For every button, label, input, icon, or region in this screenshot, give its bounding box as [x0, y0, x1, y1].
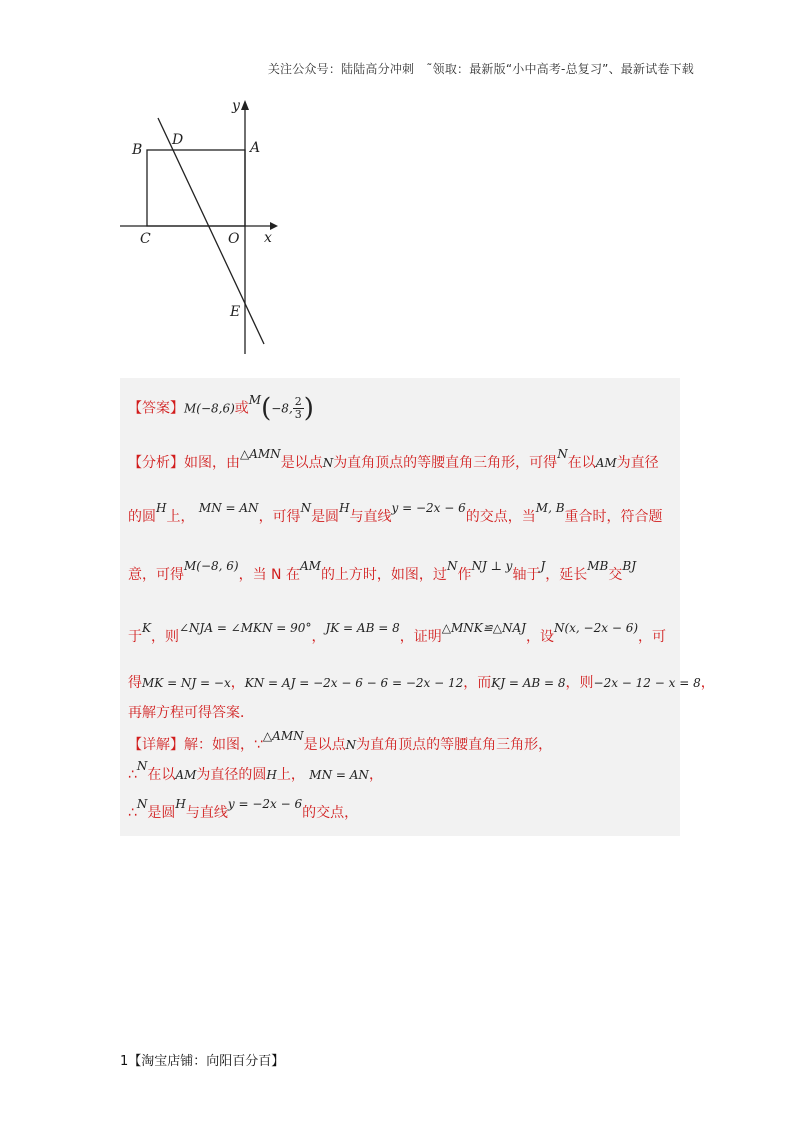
text: ∴ — [128, 805, 137, 821]
solution-panel — [120, 378, 715, 836]
text: 为直径 — [616, 455, 659, 471]
math: AM — [299, 559, 321, 573]
math: MB — [587, 559, 609, 573]
text: 的交点， — [302, 805, 359, 821]
y-axis-arrow — [241, 100, 249, 110]
answer-label: 【答案】 — [128, 400, 184, 417]
math: MN = AN — [198, 501, 259, 515]
math: BJ — [622, 559, 637, 573]
text: 为直径的圆 — [196, 767, 267, 783]
detail-line-1 — [128, 729, 672, 756]
text: ，可 — [638, 629, 667, 645]
answer-m1: M(−8,6) — [184, 401, 235, 416]
text: 的圆 — [128, 509, 156, 525]
detail-label: 【详解】 — [128, 737, 184, 753]
text: ， — [311, 629, 326, 645]
math: y = −2x − 6 — [227, 797, 303, 811]
answer-or: 或 — [234, 400, 249, 417]
x-axis-arrow — [270, 222, 278, 230]
math: MN = AN — [309, 768, 369, 782]
coordinate-diagram — [120, 96, 290, 366]
math: N — [345, 738, 357, 752]
text: ，而 — [463, 675, 492, 691]
math: N — [136, 797, 148, 811]
analysis-line-6 — [128, 702, 672, 724]
answer-m2-lparen: ( — [261, 393, 272, 424]
text: 于 — [128, 629, 142, 645]
text: 上， — [276, 767, 305, 783]
text: 是以点 — [280, 455, 323, 471]
math: −2x − 12 − x = 8 — [593, 676, 701, 690]
analysis-line-1 — [128, 447, 672, 474]
math: △MNK≌△NAJ — [441, 621, 526, 635]
text: 在以 — [147, 767, 176, 783]
text: 作 — [457, 567, 472, 583]
analysis-line-3 — [128, 559, 672, 586]
text: 如图，由 — [184, 455, 240, 471]
text: 与直线 — [349, 509, 392, 525]
answer-m2-prefix: M — [248, 392, 262, 407]
detail-line-3 — [128, 797, 672, 824]
label-c: C — [140, 231, 151, 247]
answer-line — [128, 392, 672, 424]
text: 是圆 — [311, 509, 340, 525]
answer-m2-fraction — [293, 396, 304, 421]
math: H — [175, 797, 186, 811]
analysis-line-4 — [128, 621, 672, 648]
math: N — [322, 456, 334, 470]
text: ， — [230, 675, 245, 691]
text: 上， — [166, 509, 195, 525]
math: △AMN — [240, 447, 281, 461]
math: K — [142, 621, 151, 635]
analysis-line-2 — [128, 501, 672, 528]
math: J — [540, 559, 546, 573]
math: y = −2x − 6 — [391, 501, 466, 515]
text: 的上方时，如图，过 — [320, 567, 447, 583]
text: ， — [368, 767, 383, 783]
label-d: D — [172, 132, 184, 148]
text: ∴ — [128, 767, 137, 783]
math: KN = AJ = −2x − 6 − 6 = −2x − 12 — [244, 676, 464, 690]
math: MK = NJ = −x — [142, 676, 231, 690]
answer-m2-rparen: ) — [303, 393, 314, 424]
math: N(x, −2x − 6) — [553, 621, 639, 635]
math: AM — [595, 456, 617, 470]
text: ，可得 — [258, 509, 301, 525]
text: ，延长 — [545, 567, 588, 583]
text: 得 — [128, 675, 142, 691]
text: ，则 — [565, 675, 594, 691]
rectangle-abco — [147, 150, 245, 226]
detail-line-2 — [128, 759, 672, 786]
math: N — [300, 501, 312, 515]
math: △AMN — [262, 729, 304, 743]
math: N — [557, 447, 568, 461]
text: ，证明 — [399, 629, 442, 645]
line-de — [158, 118, 264, 344]
math: H — [266, 768, 277, 782]
text: 为直角顶点的等腰直角三角形，可得 — [333, 455, 558, 471]
text: 为直角顶点的等腰直角三角形， — [356, 737, 553, 753]
math: H — [156, 501, 167, 515]
answer-m2-inner: −8, — [271, 401, 293, 416]
text: ，当 N 在 — [238, 567, 300, 583]
page-footer: 1【淘宝店铺：向阳百分百】 — [120, 1054, 285, 1069]
text: 意，可得 — [128, 567, 184, 583]
text: 是圆 — [147, 805, 176, 821]
page-header: 关注公众号：陆陆高分冲刺 ˜领取：最新版“小中高考-总复习”、最新试卷下载 — [267, 62, 694, 76]
math: M, B — [535, 501, 565, 515]
math: H — [339, 501, 350, 515]
label-a: A — [250, 140, 261, 156]
label-y: y — [232, 98, 240, 114]
text: 再解方程可得答案． — [128, 705, 254, 721]
math: N — [136, 759, 148, 773]
text: ，则 — [150, 629, 179, 645]
fraction-numerator: 2 — [294, 395, 302, 408]
text: 的交点，当 — [465, 509, 536, 525]
label-x: x — [264, 230, 272, 246]
analysis-line-5 — [128, 672, 715, 694]
text: 轴于 — [512, 567, 541, 583]
geometry-figure — [120, 96, 290, 366]
text: 重合时，符合题 — [564, 509, 663, 525]
text: 交 — [608, 567, 623, 583]
label-o: O — [228, 231, 240, 247]
label-b: B — [132, 142, 143, 158]
math: NJ ⊥ y — [471, 559, 513, 573]
analysis-label: 【分析】 — [128, 455, 184, 471]
text: 与直线 — [185, 805, 228, 821]
label-e: E — [230, 304, 241, 320]
math: KJ = AB = 8 — [491, 676, 566, 690]
text: ，设 — [525, 629, 554, 645]
math: AM — [175, 768, 197, 782]
text: ， — [700, 675, 715, 691]
math: ∠NJA = ∠MKN = 90° — [178, 621, 312, 635]
math: M(−8, 6) — [184, 559, 239, 573]
fraction-denominator: 3 — [294, 408, 302, 421]
math: N — [446, 559, 458, 573]
math: JK = AB = 8 — [325, 621, 400, 635]
text: 解：如图，∵ — [184, 737, 263, 753]
text: 在以 — [567, 455, 596, 471]
text: 是以点 — [303, 737, 346, 753]
